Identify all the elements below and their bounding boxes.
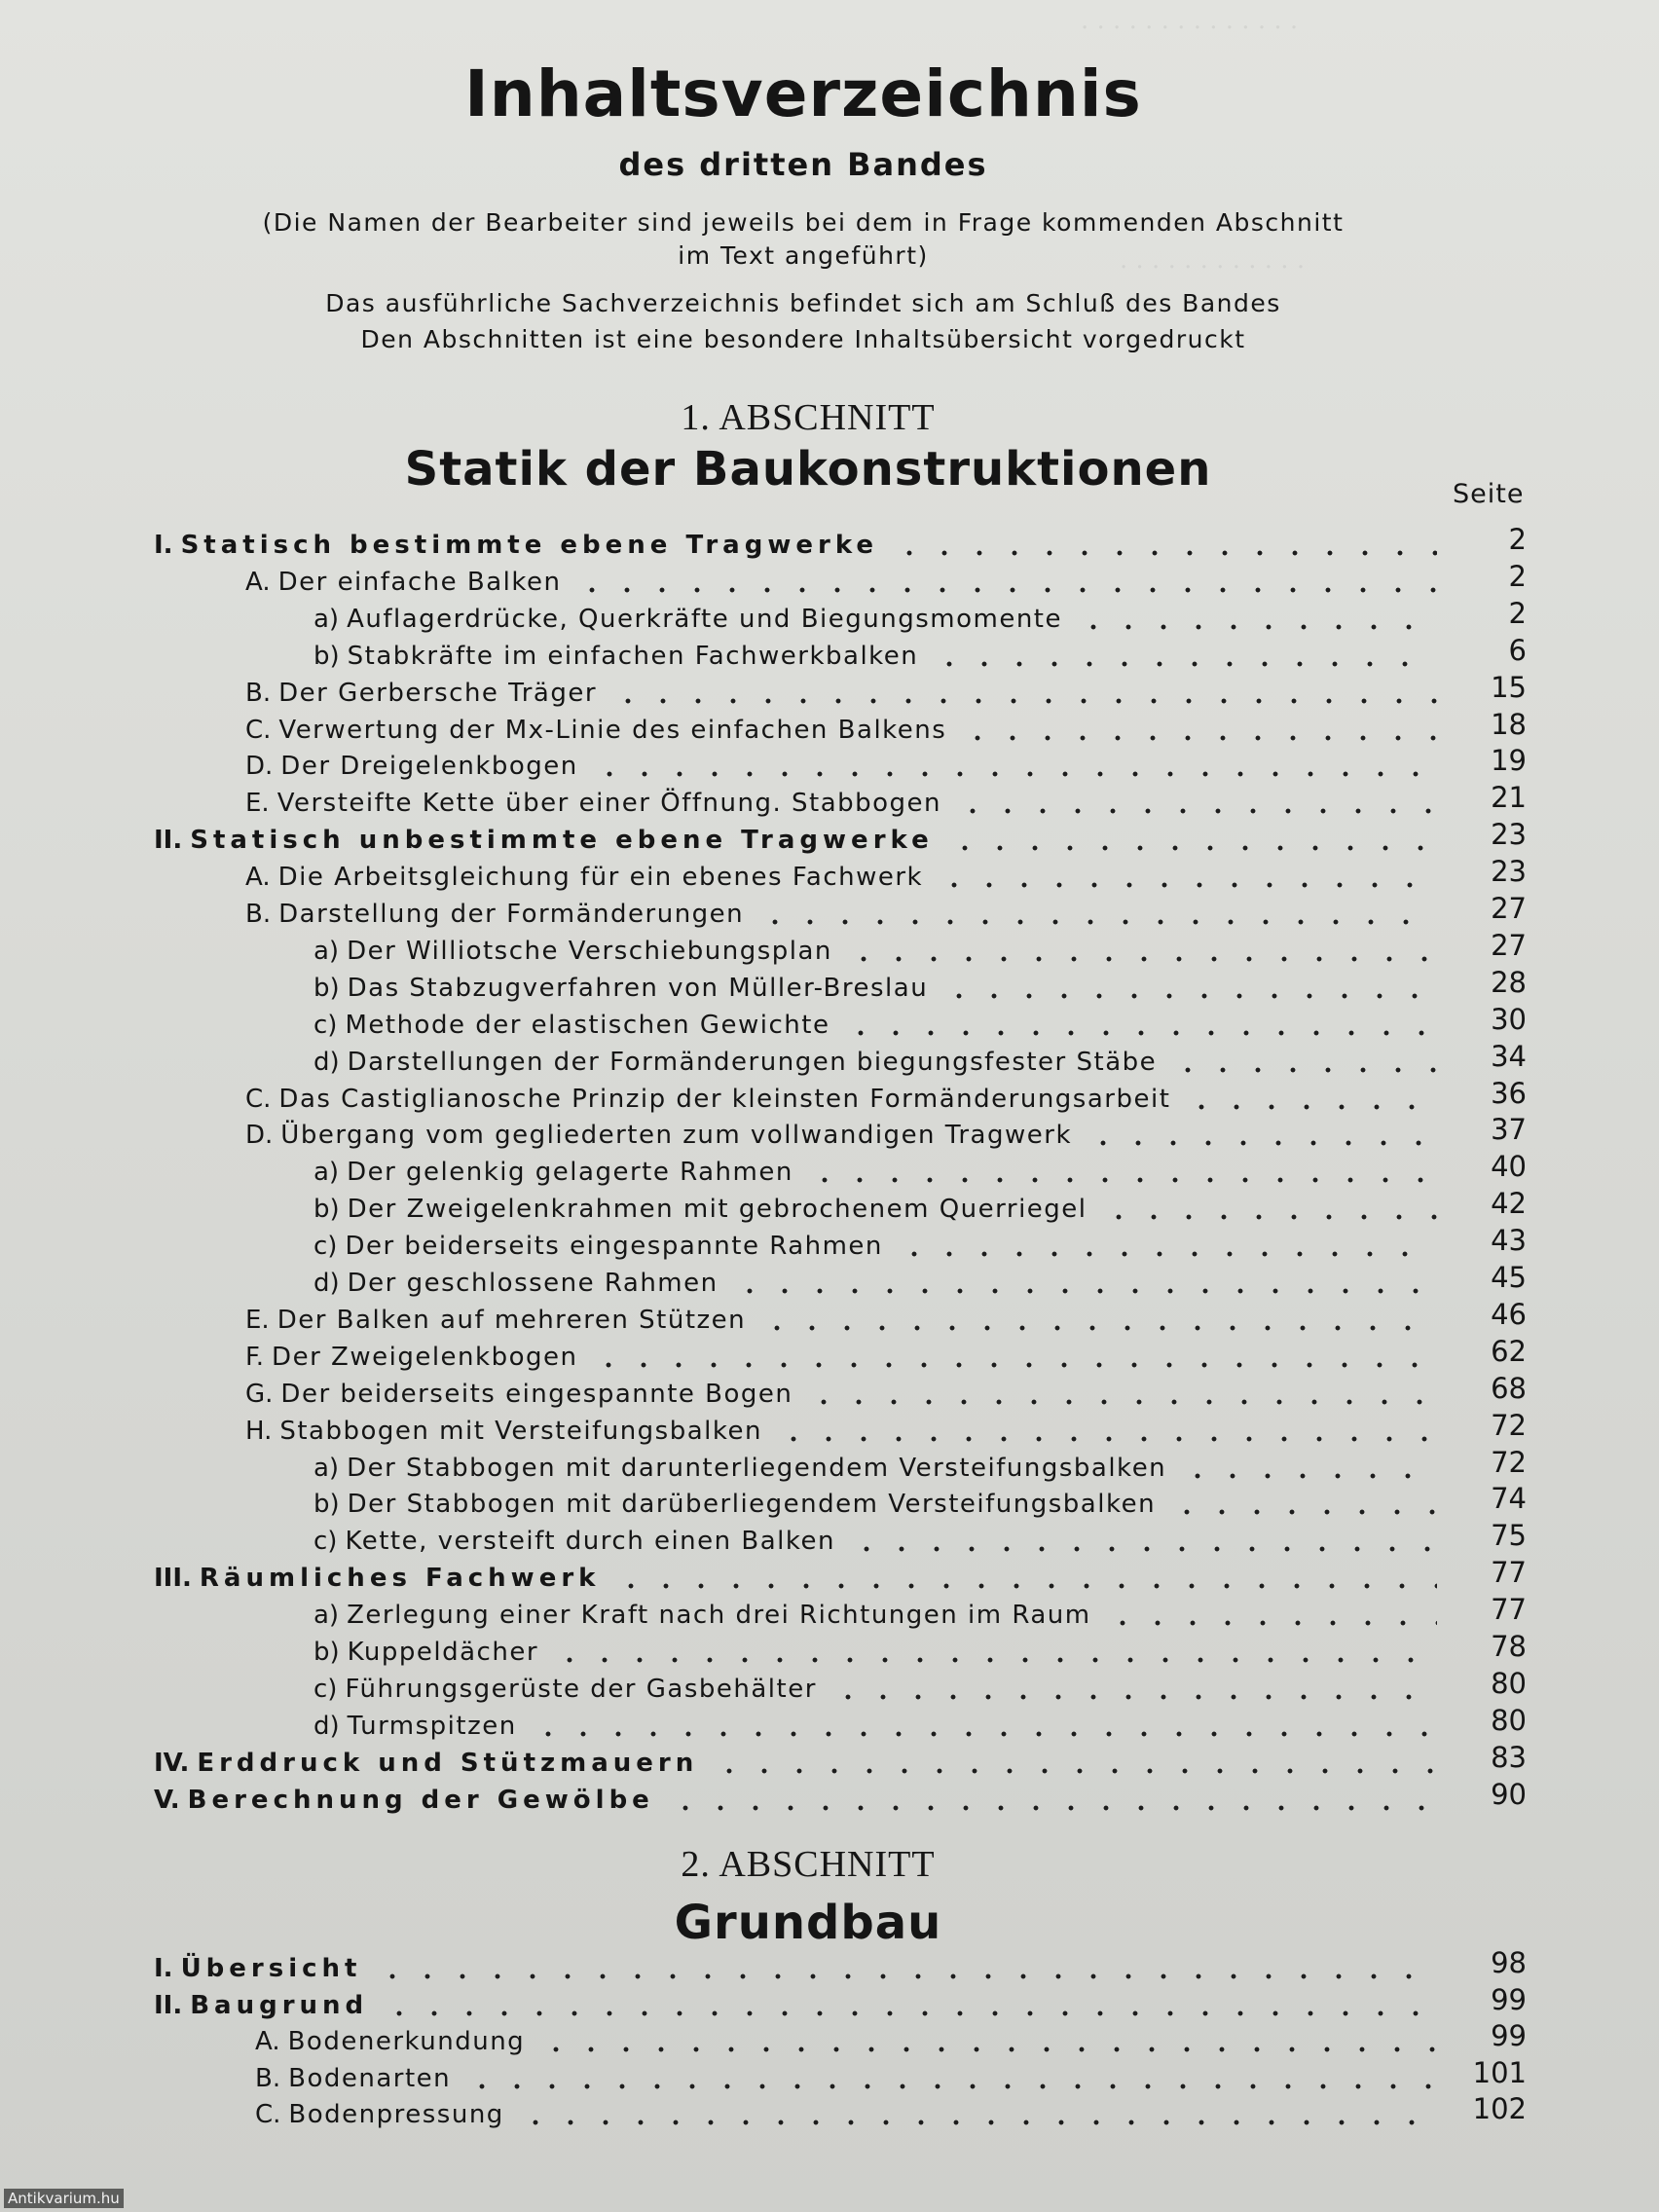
toc-page-number: 15 [1491, 671, 1527, 704]
toc-entry-title: Kuppeldächer [347, 1638, 539, 1667]
toc-page-number: 30 [1491, 1003, 1527, 1036]
info-line: Das ausführliche Sachverzeichnis befindet sich am Schluß des Bandes [325, 289, 1281, 317]
toc-entry [255, 2027, 1451, 2060]
toc-entry [154, 1786, 1451, 1819]
toc-entry [154, 1564, 1451, 1597]
dot-leader [375, 1972, 1437, 1980]
toc-entry-title: Das Castiglianosche Prinzip der kleinsten Formänderungsarbeit [278, 1085, 1171, 1114]
show-through-text: · · · · · · · · · · · · · · [1081, 14, 1299, 43]
toc-entry-number: E. [245, 1306, 270, 1335]
dot-leader [574, 586, 1437, 594]
page-title: Inhaltsverzeichnis [464, 56, 1142, 131]
toc-entry-number: a) [313, 1158, 340, 1187]
section-heading: Statik der Baukonstruktionen [404, 442, 1212, 497]
toc-entry [255, 2064, 1451, 2097]
toc-entry [245, 1306, 1451, 1339]
toc-entry-title: Bodenpressung [288, 2100, 504, 2129]
dot-leader [960, 734, 1437, 742]
info-line: Den Abschnitten ist eine besondere Inhaltsübersicht vorgedruckt [360, 325, 1246, 353]
toc-entry-title: Der Zweigelenkrahmen mit gebrochenem Querriegel [347, 1195, 1088, 1224]
dot-leader [757, 918, 1437, 926]
toc-entry-number: c) [313, 1011, 338, 1040]
page-subtitle: des dritten Bandes [618, 146, 988, 183]
dot-leader [776, 1435, 1437, 1443]
dot-leader [892, 549, 1437, 557]
toc-page-number: 72 [1491, 1446, 1527, 1479]
toc-entry-number: D. [245, 1121, 274, 1150]
toc-entry-title: Der Dreigelenkbogen [280, 752, 578, 781]
toc-entry-title: Der einfache Balken [277, 568, 562, 597]
editor-note-line: (Die Namen der Bearbeiter sind jeweils bei dem in Frage kommenden Abschnitt [262, 208, 1345, 237]
toc-entry [245, 568, 1451, 601]
toc-entry-number: a) [313, 605, 340, 634]
dot-leader [932, 660, 1437, 668]
toc-entry-title: Baugrund [190, 1991, 369, 2020]
toc-entry-title: Bodenerkundung [287, 2027, 526, 2056]
toc-entry-number: H. [245, 1417, 273, 1446]
dot-leader [518, 2119, 1437, 2126]
toc-page-number: 19 [1491, 744, 1527, 777]
dot-leader [732, 1287, 1437, 1295]
toc-page-number: 99 [1491, 2019, 1527, 2052]
toc-entry-title: Der Williotsche Verschiebungsplan [347, 937, 832, 966]
toc-entry [154, 1991, 1451, 2024]
toc-page-number: 45 [1491, 1261, 1527, 1294]
toc-page-number: 23 [1491, 855, 1527, 888]
toc-entry-number: A. [245, 568, 271, 597]
toc-entry-number: D. [245, 752, 274, 781]
dot-leader [538, 2046, 1437, 2053]
show-through-text: · · · · · · · · · · · · [1120, 253, 1306, 282]
dot-leader [464, 2083, 1437, 2090]
toc-entry-title: Kette, versteift durch einen Balken [345, 1527, 835, 1556]
toc-entry [313, 1454, 1451, 1487]
dot-leader [1170, 1066, 1437, 1074]
toc-page-number: 28 [1491, 966, 1527, 999]
toc-entry [313, 1527, 1451, 1560]
toc-entry-title: Methode der elastischen Gewichte [345, 1011, 830, 1040]
toc-entry [313, 1048, 1451, 1081]
toc-entry-title: Statisch unbestimmte ebene Tragwerke [190, 826, 934, 855]
toc-entry-title: Der gelenkig gelagerte Rahmen [347, 1158, 793, 1187]
toc-entry-title: Stabbogen mit Versteifungsbalken [279, 1417, 762, 1446]
toc-entry-number: b) [313, 1638, 340, 1667]
toc-entry [313, 1712, 1451, 1745]
section-label: 2. ABSCHNITT [681, 1844, 936, 1885]
toc-entry-title: Der Stabbogen mit darüberliegendem Versteifungsbalken [347, 1490, 1157, 1519]
toc-entry-number: d) [313, 1269, 340, 1298]
toc-entry [313, 605, 1451, 638]
dot-leader [610, 697, 1437, 705]
toc-page-number: 18 [1491, 708, 1527, 741]
toc-page-number: 80 [1491, 1704, 1527, 1737]
dot-leader [531, 1730, 1437, 1738]
toc-page-number: 46 [1491, 1298, 1527, 1331]
toc-entry [245, 1343, 1451, 1376]
toc-page-number: 34 [1491, 1040, 1527, 1073]
toc-entry [313, 1638, 1451, 1671]
dot-leader [1101, 1213, 1437, 1221]
dot-leader [1076, 623, 1437, 631]
dot-leader [668, 1804, 1437, 1812]
toc-entry-number: b) [313, 1195, 340, 1224]
toc-page-number: 83 [1491, 1741, 1527, 1774]
toc-entry [313, 1490, 1451, 1523]
toc-page-number: 80 [1491, 1667, 1527, 1700]
toc-entry-title: Turmspitzen [347, 1712, 517, 1741]
toc-entry-number: c) [313, 1232, 338, 1261]
toc-entry-title: Stabkräfte im einfachen Fachwerkbalken [347, 642, 919, 671]
toc-entry [245, 1085, 1451, 1118]
toc-entry-title: Verwertung der Mx-Linie des einfachen Balkens [278, 716, 947, 745]
toc-entry-number: C. [245, 716, 272, 745]
toc-entry [245, 679, 1451, 712]
toc-entry [245, 1417, 1451, 1450]
toc-entry-title: Versteifte Kette über einer Öffnung. Stabbogen [276, 789, 942, 818]
toc-page-number: 102 [1472, 2092, 1527, 2125]
dot-leader [1169, 1508, 1437, 1516]
dot-leader [955, 807, 1437, 815]
toc-page-number: 68 [1491, 1372, 1527, 1405]
dot-leader [712, 1767, 1437, 1775]
toc-page-number: 75 [1491, 1519, 1527, 1552]
section-label: 1. ABSCHNITT [681, 397, 936, 438]
toc-entry-title: Der geschlossene Rahmen [347, 1269, 719, 1298]
toc-entry [313, 1675, 1451, 1708]
toc-entry [154, 826, 1451, 859]
toc-page-number: 101 [1472, 2056, 1527, 2089]
dot-leader [849, 1545, 1437, 1553]
toc-entry [245, 863, 1451, 896]
toc-entry-title: Erddruck und Stützmauern [197, 1749, 699, 1778]
dot-leader [1105, 1619, 1437, 1627]
toc-entry-number: E. [245, 789, 270, 818]
toc-entry-title: Führungsgerüste der Gasbehälter [345, 1675, 817, 1704]
toc-page-number: 72 [1491, 1409, 1527, 1442]
toc-entry-number: C. [255, 2100, 281, 2129]
toc-entry-number: b) [313, 974, 340, 1003]
toc-page-number: 6 [1508, 634, 1527, 667]
editor-note-line: im Text angeführt) [678, 241, 929, 270]
toc-page-number: 40 [1491, 1150, 1527, 1183]
toc-page-number: 2 [1508, 560, 1527, 593]
dot-leader [1086, 1139, 1437, 1147]
toc-entry-number: C. [245, 1085, 272, 1114]
toc-page-number: 77 [1491, 1593, 1527, 1626]
toc-entry [313, 974, 1451, 1007]
dot-leader [937, 881, 1437, 889]
toc-entry-title: Der Zweigelenkbogen [272, 1343, 578, 1372]
toc-entry-number: a) [313, 937, 340, 966]
dot-leader [382, 2009, 1437, 2017]
toc-entry-title: Berechnung der Gewölbe [187, 1786, 654, 1815]
toc-page-number: 36 [1491, 1077, 1527, 1110]
toc-entry-title: Statisch bestimmte ebene Tragwerke [180, 531, 879, 560]
dot-leader [846, 955, 1437, 963]
toc-entry-title: Übergang vom gegliederten zum vollwandigen Tragwerk [280, 1121, 1072, 1150]
dot-leader [591, 1361, 1437, 1369]
dot-leader [947, 844, 1437, 852]
toc-entry [245, 789, 1451, 822]
toc-entry-number: V. [154, 1786, 180, 1815]
toc-entry [313, 1232, 1451, 1265]
toc-entry-title: Der Balken auf mehreren Stützen [276, 1306, 747, 1335]
dot-leader [759, 1324, 1437, 1332]
toc-entry [313, 1269, 1451, 1302]
toc-entry-title: Räumliches Fachwerk [199, 1564, 601, 1593]
toc-entry [313, 1195, 1451, 1228]
toc-entry [313, 937, 1451, 970]
toc-entry [313, 1158, 1451, 1191]
toc-entry-title: Das Stabzugverfahren von Müller-Breslau [347, 974, 929, 1003]
toc-entry-number: B. [245, 900, 272, 929]
toc-page-number: 2 [1508, 597, 1527, 630]
toc-page-number: 37 [1491, 1113, 1527, 1146]
toc-entry-number: c) [313, 1527, 338, 1556]
toc-entry-title: Auflagerdrücke, Querkräfte und Biegungsmomente [347, 605, 1062, 634]
toc-entry-title: Darstellungen der Formänderungen biegungsfester Stäbe [347, 1048, 1158, 1077]
toc-entry-number: IV. [154, 1749, 190, 1778]
toc-entry [313, 1011, 1451, 1044]
toc-entry-title: Der beiderseits eingespannte Rahmen [345, 1232, 883, 1261]
toc-entry-title: Der beiderseits eingespannte Bogen [280, 1380, 793, 1409]
toc-entry [245, 716, 1451, 749]
dot-leader [897, 1250, 1437, 1258]
toc-page-number: 62 [1491, 1335, 1527, 1368]
toc-entry-number: G. [245, 1380, 274, 1409]
toc-page-number: 21 [1491, 781, 1527, 814]
toc-entry-title: Die Arbeitsgleichung für ein ebenes Fachwerk [277, 863, 924, 892]
toc-entry-number: d) [313, 1712, 340, 1741]
watermark: Antikvarium.hu [4, 2189, 124, 2208]
toc-entry-number: d) [313, 1048, 340, 1077]
page-column-label: Seite [1453, 479, 1525, 509]
toc-entry [154, 1749, 1451, 1782]
dot-leader [830, 1693, 1437, 1701]
dot-leader [843, 1029, 1437, 1037]
toc-entry-number: B. [245, 679, 272, 708]
toc-entry [245, 1380, 1451, 1413]
toc-entry-number: a) [313, 1454, 340, 1483]
toc-entry-number: I. [154, 1954, 173, 1983]
toc-page-number: 77 [1491, 1556, 1527, 1589]
toc-page-number: 42 [1491, 1187, 1527, 1220]
toc-entry-title: Übersicht [180, 1954, 362, 1983]
toc-entry [255, 2100, 1451, 2133]
toc-page-number: 23 [1491, 818, 1527, 851]
toc-entry-title: Zerlegung einer Kraft nach drei Richtungen im Raum [347, 1601, 1091, 1630]
toc-page-number: 27 [1491, 929, 1527, 962]
toc-entry-title: Der Stabbogen mit darunterliegendem Versteifungsbalken [347, 1454, 1167, 1483]
dot-leader [592, 770, 1437, 778]
toc-page-number: 78 [1491, 1630, 1527, 1663]
toc-entry-number: A. [255, 2027, 280, 2056]
toc-page-number: 43 [1491, 1224, 1527, 1257]
toc-entry-number: A. [245, 863, 271, 892]
toc-entry-number: III. [154, 1564, 192, 1593]
toc-page-number: 74 [1491, 1482, 1527, 1515]
toc-entry-number: a) [313, 1601, 340, 1630]
toc-entry-number: II. [154, 1991, 183, 2020]
toc-entry-title: Der Gerbersche Träger [278, 679, 598, 708]
toc-page-number: 2 [1508, 523, 1527, 556]
toc-page-number: 99 [1491, 1983, 1527, 2016]
dot-leader [941, 992, 1437, 1000]
toc-entry-number: b) [313, 642, 340, 671]
dot-leader [552, 1656, 1437, 1664]
dot-leader [1184, 1103, 1437, 1111]
dot-leader [806, 1398, 1437, 1406]
toc-entry [245, 1121, 1451, 1154]
toc-entry [245, 900, 1451, 933]
toc-entry-number: F. [245, 1343, 265, 1372]
toc-entry-number: B. [255, 2064, 281, 2093]
toc-entry-title: Darstellung der Formänderungen [278, 900, 745, 929]
toc-page-number: 27 [1491, 892, 1527, 925]
dot-leader [613, 1582, 1437, 1590]
dot-leader [1180, 1472, 1437, 1480]
toc-entry-number: II. [154, 826, 183, 855]
toc-entry [313, 642, 1451, 675]
toc-entry [313, 1601, 1451, 1634]
toc-entry [245, 752, 1451, 785]
dot-leader [807, 1176, 1437, 1184]
toc-entry-number: b) [313, 1490, 340, 1519]
toc-entry-title: Bodenarten [288, 2064, 452, 2093]
toc-page-number: 98 [1491, 1946, 1527, 1979]
section-heading: Grundbau [674, 1896, 942, 1950]
toc-entry-number: I. [154, 531, 173, 560]
toc-entry [154, 1954, 1451, 1987]
toc-entry [154, 531, 1451, 564]
toc-entry-number: c) [313, 1675, 338, 1704]
toc-page-number: 90 [1491, 1778, 1527, 1811]
